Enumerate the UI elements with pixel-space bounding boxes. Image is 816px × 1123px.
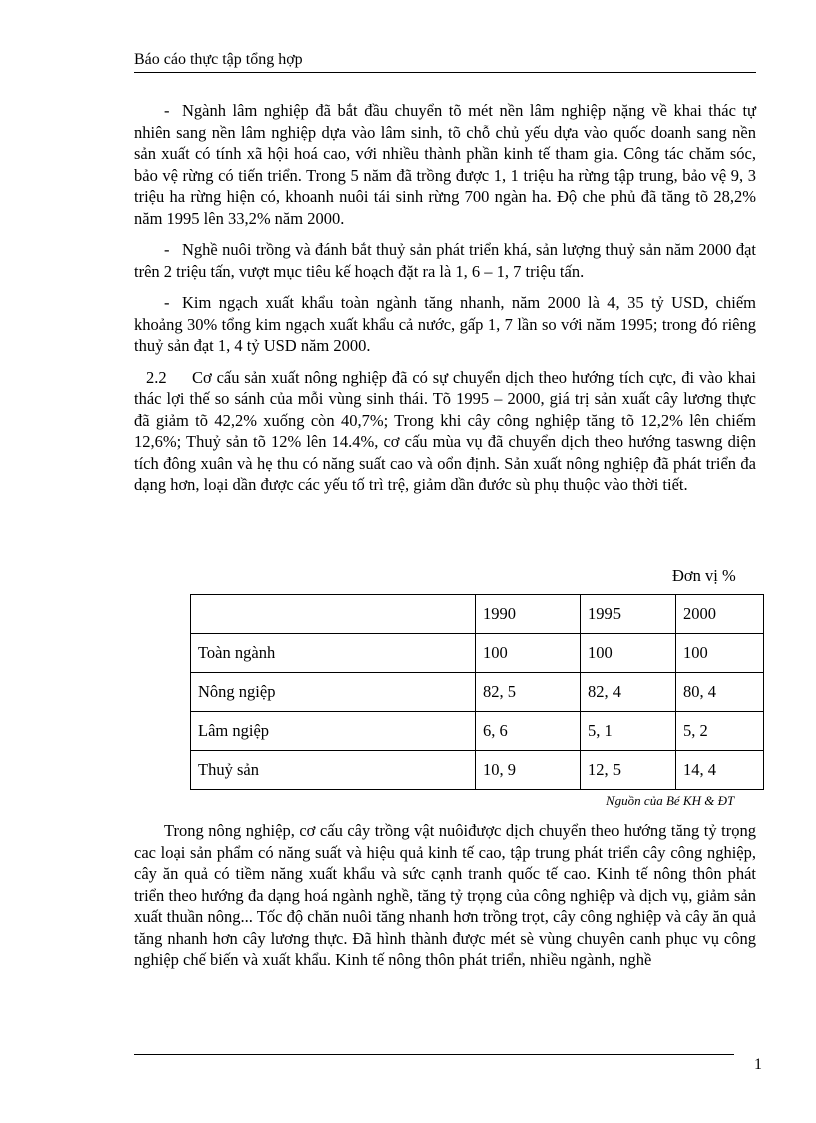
footer-divider — [134, 1054, 734, 1055]
table-cell: Toàn ngành — [191, 634, 476, 673]
paragraph-export — [134, 292, 756, 357]
table-header-cell: 1995 — [581, 595, 676, 634]
paragraph-forestry — [134, 100, 756, 229]
table-cell: 100 — [581, 634, 676, 673]
document-body — [134, 100, 756, 506]
table-source: Nguồn của Bé KH & ĐT — [606, 793, 735, 808]
table-cell: Thuỷ sản — [191, 751, 476, 790]
paragraph-text: Ngành lâm nghiệp đã bắt đầu chuyển tõ mét nền lâm nghiệp nặng về khai thác tự nhiên sang nền lâm nghiệp dựa vào lâm sinh, tõ chỗ chủ yếu dựa vào quốc doanh sang nền sản xuất có tính xã hội hoá cao, với nhiều thành phần kinh tế tham gia. Công tác chăm sóc, bảo vệ rừng có tiến triển. Trong 5 năm đã trồng được 1, 1 triệu ha rừng tập trung, bảo vệ 9, 3 triệu ha rừng hiện có, khoanh nuôi tái sinh rừng 700 ngàn ha. Độ che phủ đã tăng tõ 28,2% năm 1995 lên 33,2% năm 2000. — [134, 101, 756, 228]
bullet: - — [164, 240, 170, 259]
table-cell: 100 — [676, 634, 764, 673]
paragraph-agriculture: Trong nông nghiệp, cơ cấu cây trồng vật nuôiđược dịch chuyển theo hướng tăng tỷ trọng cac loại sản phẩm có năng suất và hiệu quả kinh tế cao, tập trung phát triển cây công nghiệp, cây ăn quả có tiềm năng xuất khẩu và sức cạnh tranh quốc tế cao. Kinh tế nông thôn phát triển theo hướng đa dạng hoá ngành nghề, tăng tỷ trọng của công nghiệp và dịch vụ, giảm sản xuất thuần nông... Tốc độ chăn nuôi tăng nhanh hơn trồng trọt, cây công nghiệp và cây ăn quả tăng nhanh hơn cây lương thực. Đã hình thành được mét sè vùng chuyên canh phục vụ công nghiệp chế biến và xuất khẩu. Kinh tế nông thôn phát triển, nhiều ngành, nghề — [134, 821, 756, 969]
page-number: 1 — [754, 1056, 762, 1073]
table-cell: Nông ngiệp — [191, 673, 476, 712]
table-header-cell: 1990 — [476, 595, 581, 634]
table-cell: 5, 1 — [581, 712, 676, 751]
table-row — [191, 712, 764, 751]
paragraph-text: Kim ngạch xuất khẩu toàn ngành tăng nhanh, năm 2000 là 4, 35 tỷ USD, chiếm khoảng 30% tổng kim ngạch xuất khẩu cả nước, gấp 1, 7 lần so với năm 1995; trong đó riêng thuỷ sản đạt 1, 4 tỷ USD năm 2000. — [134, 293, 756, 355]
table-cell: 12, 5 — [581, 751, 676, 790]
table-cell: 5, 2 — [676, 712, 764, 751]
table-row — [191, 634, 764, 673]
table-header-row — [191, 595, 764, 634]
table-cell: 80, 4 — [676, 673, 764, 712]
section-2-2 — [134, 367, 756, 496]
table-row — [191, 751, 764, 790]
table-cell: Lâm ngiệp — [191, 712, 476, 751]
paragraph-text: Nghề nuôi trồng và đánh bắt thuỷ sản phát triển khá, sản lượng thuỷ sản năm 2000 đạt trên 2 triệu tấn, vượt mục tiêu kế hoạch đặt ra là 1, 6 – 1, 7 triệu tấn. — [134, 240, 756, 281]
header-title: Báo cáo thực tập tổng hợp — [134, 51, 303, 68]
table-cell: 82, 5 — [476, 673, 581, 712]
bullet: - — [164, 101, 170, 120]
table-cell: 10, 9 — [476, 751, 581, 790]
paragraph-fishery — [134, 239, 756, 282]
table-cell: 6, 6 — [476, 712, 581, 751]
page-header — [134, 50, 756, 73]
bullet: - — [164, 293, 170, 312]
table-cell: 100 — [476, 634, 581, 673]
table-cell: 14, 4 — [676, 751, 764, 790]
table-cell: 82, 4 — [581, 673, 676, 712]
table-header-cell: 2000 — [676, 595, 764, 634]
table-row — [191, 673, 764, 712]
unit-label: Đơn vị % — [672, 566, 736, 585]
section-text: Cơ cấu sản xuất nông nghiệp đã có sự chuyển dịch theo hướng tích cực, đi vào khai thác lợi thế so sánh của mỗi vùng sinh thái. Tõ 1995 – 2000, giá trị sản xuất cây lương thực đã giảm tõ 42,2% xuống còn 40,7%; Trong khi cây công nghiệp tăng tõ 12,2% lên chiếm 12,6%; Thuỷ sản tõ 12% lên 14.4%, cơ cấu mùa vụ đã chuyển dịch theo hướng taswng diện tích đông xuân và hẹ thu có năng suất cao và oổn định. Sản xuất nông nghiệp đã phát triển đa dạng hơn, loại dần được các yếu tố trì trệ, giảm dần đước sù phụ thuộc vào thời tiết. — [134, 367, 756, 494]
structure-table — [190, 594, 764, 790]
table-header-cell — [191, 595, 476, 634]
section-number: 2.2 — [146, 367, 167, 387]
